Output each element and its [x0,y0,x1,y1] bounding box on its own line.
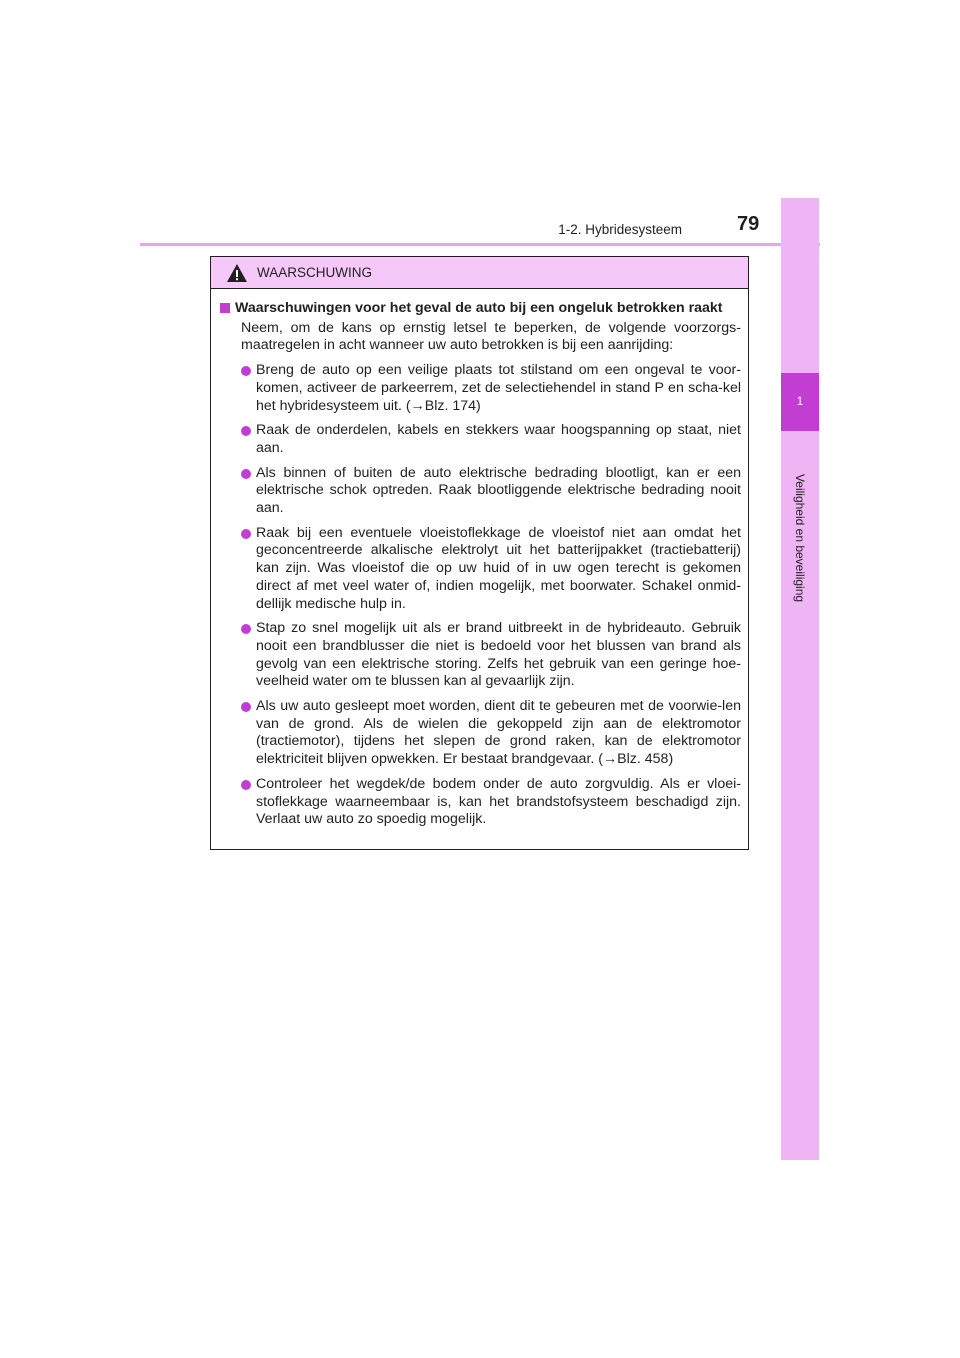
list-item [241,422,741,457]
list-item-text: Breng de auto op een veilige plaats tot stilstand om een ongeval te voor-komen, activeer de parkeerrem, zet de selectiehendel in stand P en scha-kel het hybridesysteem uit. (→Blz. 174) [256,362,741,414]
bullet-dot-icon [241,529,251,539]
list-item-text: Raak de onderdelen, kabels en stekkers waar hoogspanning op staat, niet aan. [256,422,741,456]
section-title: 1-2. Hybridesysteem [558,222,682,237]
list-item-text: Controleer het wegdek/de bodem onder de auto zorgvuldig. Als er vloei-stoflekkage waarneembaar is, kan het brandstofsysteem beschadigd zijn. Verlaat uw auto zo spoedig mogelijk. [256,775,741,828]
list-item [241,525,741,614]
page-number: 79 [737,213,760,235]
bullet-dot-icon [241,624,251,634]
bullet-dot-icon [241,426,251,436]
warning-header [211,257,748,289]
list-item [241,362,741,415]
intro-paragraph: Neem, om de kans op ernstig letsel te beperken, de volgende voorzorgs-maatregelen in acht wanneer uw auto betrokken is bij een aanrijding: [241,319,741,354]
list-item-text: Raak bij een eventuele vloeistoflekkage de vloeistof niet aan omdat het geconcentreerde alkalische elektrolyt uit het batterijpakket (tractiebatterij) kan zijn. Was vloeistof die op uw huid of in uw ogen terecht is gekomen direct af met veel water of, indien mogelijk, met boorwater. Schakel onmid-dellijk medische hulp in. [256,524,741,612]
list-item-text: Als binnen of buiten de auto elektrische bedrading blootligt, kan er een elektrische schok optreden. Raak blootliggende elektrische bedrading nooit aan. [256,464,741,517]
list-item [241,465,741,518]
chapter-side-tab[interactable] [781,198,819,1160]
section-heading-text: Waarschuwingen voor het geval de auto bij een ongeluk betrokken raakt [235,300,723,316]
header-rule [140,243,820,246]
warning-triangle-icon [226,263,248,283]
list-item-text: Als uw auto gesleept moet worden, dient dit te gebeuren met de voorwie-len van de grond. Als de wielen die gekoppeld zijn aan de elektromotor (tractiemotor), tijdens het slepen de grond raken, kan de elektromotor elektriciteit blijven opwekken. Er bestaat brandgevaar. (→Blz. 458) [256,698,741,768]
bullet-dot-icon [241,780,251,790]
list-item [241,620,741,691]
bullet-list [241,362,741,829]
list-item [241,698,741,769]
chapter-title: Veiligheid en beveiliging [793,473,807,603]
list-item-text: Stap zo snel mogelijk uit als er brand uitbreekt in de hybrideauto. Gebruik nooit een brandblusser die niet is bedoeld voor het blussen van brand als gevolg van een elektrische storing. Zelfs het gebruik van een geringe hoe-veelheid water om te blussen kan al gevaarlijk zijn. [256,620,741,690]
warning-body [211,289,748,829]
chapter-number: 1 [796,396,804,408]
square-bullet-icon [220,303,230,313]
list-item [241,776,741,829]
bullet-dot-icon [241,366,251,376]
chapter-number-badge [781,373,819,431]
bullet-dot-icon [241,469,251,479]
section-heading [220,300,741,318]
warning-title: WAARSCHUWING [257,265,372,280]
bullet-dot-icon [241,702,251,712]
warning-box [210,256,749,850]
